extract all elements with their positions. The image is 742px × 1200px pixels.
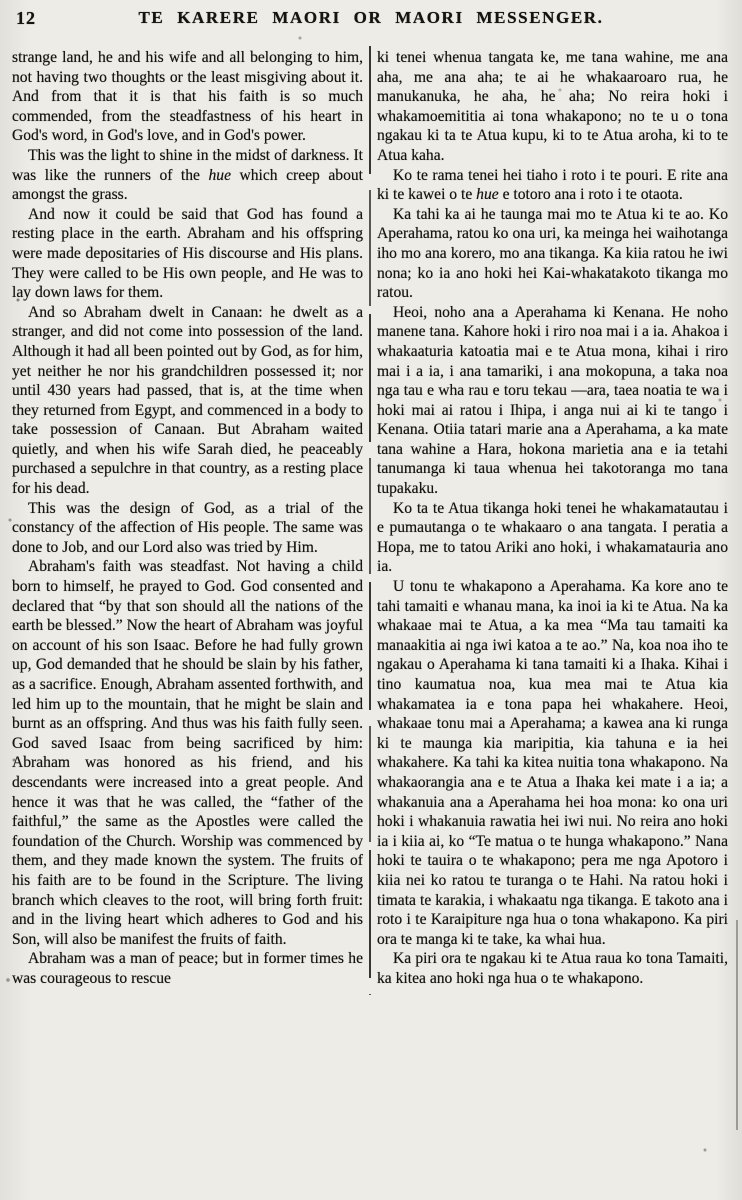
paragraph-english: And now it could be said that God has found a resting place in the earth. Abraham and his offspring were made depositaries of His discourse and His plans. They were called to be His own people, and He was to lay down laws for them. (12, 205, 363, 302)
paragraph-maori: ki tenei whenua tangata ke, me tana wahine, me ana aha, me ana aha; te ai he whakaaroaro rua, he manukanuka, he aha, he aha; No reira hoki i whakamoemititia ai tona whakapono; no te u o tona ngakau ki ta te Atua kupu, ki to te Atua aroha, ki to te Atua kaha. (377, 49, 728, 164)
paragraph-maori: Ko te rama tenei hei tiaho i roto i te pouri. E rite ana ki te kawei o te hue e totoro ana i roto i te otaota. (377, 166, 728, 204)
paragraph-english: Abraham's faith was steadfast. Not having a child born to himself, he prayed to God. God consented and declared that “by that son should all the nations of the earth be blessed.” Now the heart of Abraham was joyful on account of his son Isaac. Before he had fully grown up, God demanded that he should be slain by his father, as a sacrifice. Enough, Abraham assented forthwith, and led him up to the mountain, that he might be slain and burnt as an offspring. And thus was his faith fully seen. God saved Isaac from being sacrificed by him: Abraham was honored as his friend, and his descendants were increased into a great people. And hence it was that he was called, the “father of the faithful,” the same as the Apostles were called the foundation of the Church. Worship was commenced by them, and they made known the system. The fruits of his faith are to be found in the Scripture. The living branch which cleaves to the root, will bring forth fruit: and in the living heart which adheres to God and his Son, will also be manifest the fruits of faith. (12, 558, 363, 948)
paragraph-english: This was the design of God, as a trial of the constancy of the affection of His people. The same was done to Job, and our Lord also was tried by Him. (12, 499, 363, 556)
paragraph-english: strange land, he and his wife and all belonging to him, not having two thoughts or the least misgiving about it. And from that it is that his faith is so much commended, from the steadfastness of his heart in God's word, in God's love, and in God's power. (12, 49, 363, 145)
page-header (0, 0, 742, 44)
column-divider-rule (369, 46, 371, 995)
right-column-maori (369, 48, 728, 989)
paragraph-maori: Ka tahi ka ai he taunga mai mo te Atua ki te ao. Ko Aperahama, ratou ko ona uri, ka meinga hei waihotanga iho mo ana korero, mo ana tikanga. Ka kiia ratou he iwi nona; ko ia ano hoki hei Kai-whakatakoto tikanga mo ratou. (377, 205, 728, 302)
paragraph-maori: U tonu te whakapono a Aperahama. Ka kore ano te tahi tamaiti e whanau mana, ka inoi ia ki te Atua. Na ka whakaae mai te Atua, a ka mea “Ma tau tamaiti ka manaakitia ai nga iwi katoa a te ao.” Na, koa noa iho te ngakau o Aperahama ki tana tamaiti ki a Ihaka. Kihai i tino kaumatua noa, kua mea mai te Atua kia whakamatea ia e tona papa hei whakahere. Heoi, whakaae tonu mai a Aperahama; a kawea ana ki runga ki te maunga kia maripitia, kia tahuna e ia hei whakahere. Ka tahi ka kitea nuitia tona whakapono. Na whakaorangia ana e te Atua a Ihaka kei mate i a ia; a whakanuia ana a Aperahama hei hoa mona: ko ona uri hoki i whakanuia rawatia hei iwi nui. No reira ano hoki ia i kiia ai, ko “Te matua o te hunga whakapono.” Nana hoki te tauira o te whakapono; pera me nga Apotoro i kiia nei ko ratou te turanga o te Hahi. Na ratou hoki i timata te karakia, i whakaatu nga tikanga. E takoto ana i roto i te Karaipiture nga hua o tona whakapono. Ka piri ora te manga ki te take, ka whai hua. (377, 578, 728, 948)
paragraph-english: Abraham was a man of peace; but in former times he was courageous to rescue (12, 950, 363, 987)
paragraph-english: This was the light to shine in the midst of darkness. It was like the runners of the hue which creep about amongst the grass. (12, 146, 363, 204)
page-number: 12 (16, 8, 36, 28)
scan-edge-artifact (736, 920, 738, 1130)
paragraph-maori: Heoi, noho ana a Aperahama ki Kenana. He noho manene tana. Kahore hoki i riro noa mai i a ia. Ahakoa i whakaaturia katoatia mai e te Atua mona, kihai i riro mai i a ia, i ana tamariki, i ana mokopuna, a taka noa nga tau e wha rau e toru tekau —ara, taea noatia te wa i hoki mai ai ratou i Ihipa, i anga nui ai ki te tango i Kenana. Otiia tatari marie ana a Aperahama, a ka mate tana wahine a Hara, hokona marietia ana e ia tetahi tanumanga ki taua whenua hei takotoranga mo tana tupakaku. (377, 303, 728, 498)
two-column-body (0, 44, 742, 989)
paragraph-english: And so Abraham dwelt in Canaan: he dwelt as a stranger, and did not come into possession of the land. Although it had all been pointed out by God, as for him, yet neither he nor his grandchildren possessed it; nor until 430 years had passed, that is, at the time when they returned from Egypt, and commenced in a body to take possession of Canaan. But Abraham waited quietly, and when his wife Sarah died, he peaceably purchased a sepulchre in that country, as a resting place for his dead. (12, 303, 363, 498)
masthead-title: TE KARERE MAORI OR MAORI MESSENGER. (138, 8, 604, 27)
left-column-english (12, 48, 369, 989)
paragraph-maori: Ka piri ora te ngakau ki te Atua raua ko tona Tamaiti, ka kitea ano hoki nga hua o te whakapono. (377, 950, 728, 987)
paragraph-maori: Ko ta te Atua tikanga hoki tenei he whakamatautau i e pumautanga o te whakaaro o ana tangata. I peratia a Hopa, me to tatou Ariki ano hoki, i whakamatauria ano ia. (377, 499, 728, 576)
